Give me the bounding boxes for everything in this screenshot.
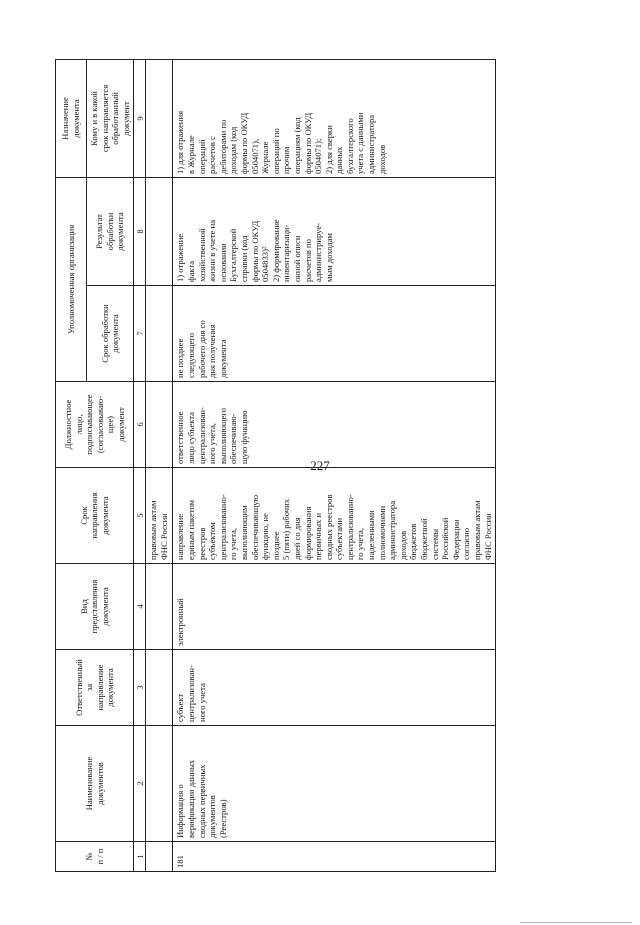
column-number: 4: [134, 564, 146, 650]
continuation-deadline-cell: правовым актам ФНС России: [146, 468, 173, 564]
column-number: 9: [134, 59, 146, 177]
column-number-row: [134, 59, 146, 871]
column-number: 8: [134, 177, 146, 285]
header-purpose: Назначение документа: [56, 59, 87, 177]
header-processing-term: Срок обработки документа: [87, 286, 134, 382]
header-recipient: Кому и в какой срок направляется обработанный документ: [87, 59, 134, 177]
column-number: 7: [134, 286, 146, 382]
row-document-name: Информация о верификации данных сводных первичных документов (Реестров): [173, 726, 496, 842]
column-number: 5: [134, 468, 146, 564]
row-processing-term: не позднее следующего рабочего дня со дня получения документа: [173, 286, 496, 382]
header-document-name: Наименование документов: [56, 726, 134, 842]
column-number: 1: [134, 842, 146, 872]
header-authorized-organization: Уполномоченная организация: [56, 177, 87, 381]
row-number: 181: [173, 842, 496, 872]
header-official: Должностное лицо, подписывающее (согласовываю- щее) документ: [56, 382, 134, 468]
continuation-cell: [146, 382, 173, 468]
row-processing-result: 1) отражение факта хозяйственной жизни в учете на основании Бухгалтерской справки (код формы по ОКУД 0504833)² 2) формирование инвентаризаци- онной описи расчетов по администрируе- мым доходам: [173, 177, 496, 285]
continuation-row: [146, 59, 173, 871]
continuation-cell: [146, 842, 173, 872]
scan-edge-mark: [520, 922, 632, 923]
continuation-cell: [146, 726, 173, 842]
continuation-cell: [146, 564, 173, 650]
header-processing-result: Результат обработки документа: [87, 177, 134, 285]
continuation-cell: [146, 286, 173, 382]
header-deadline: Срок направления документа: [56, 468, 134, 564]
row-responsible: субъект централизован- ного учета: [173, 650, 496, 726]
rotated-table-wrapper: [55, 60, 493, 872]
column-number: 6: [134, 382, 146, 468]
row-deadline: направление единым пакетом реестров субъектом централизованно- го учета, выполняющим обеспечивающую функцию, не позднее 5 (пяти) рабочих дней со дня формирования первичных и сводных реестров субъектами централизованно- го учета, наделенными полномочиями администратора доходов бюджетов бюджетной системы Российской Федерации согласно правовым актам ФНС России: [173, 468, 496, 564]
continuation-cell: [146, 650, 173, 726]
header-view: Вид представления документа: [56, 564, 134, 650]
row-official: ответственное лицо субъекта централизован- ного учета, выполняющего обеспечиваю- щую функцию: [173, 382, 496, 468]
header-number: № п / п: [56, 842, 134, 872]
rotated-table-container: [55, 60, 493, 872]
row-view: электронный: [173, 564, 496, 650]
table-row: [173, 59, 496, 871]
header-row-1: [56, 59, 87, 871]
documents-table: [55, 59, 496, 872]
continuation-cell: [146, 59, 173, 177]
row-purpose: 1) для отражения в Журнале операций расчетов с дебиторами по доходам (код формы по ОКУД 0504071), Журнале операций по прочим операциям (код формы по ОКУД 0504071); 2) для сверки данных бухгалтерского учета с данными администратора доходов: [173, 59, 496, 177]
continuation-cell: [146, 177, 173, 285]
header-responsible: Ответственный за направление документа: [56, 650, 134, 726]
column-number: 2: [134, 726, 146, 842]
column-number: 3: [134, 650, 146, 726]
page-number: 227: [310, 458, 330, 473]
